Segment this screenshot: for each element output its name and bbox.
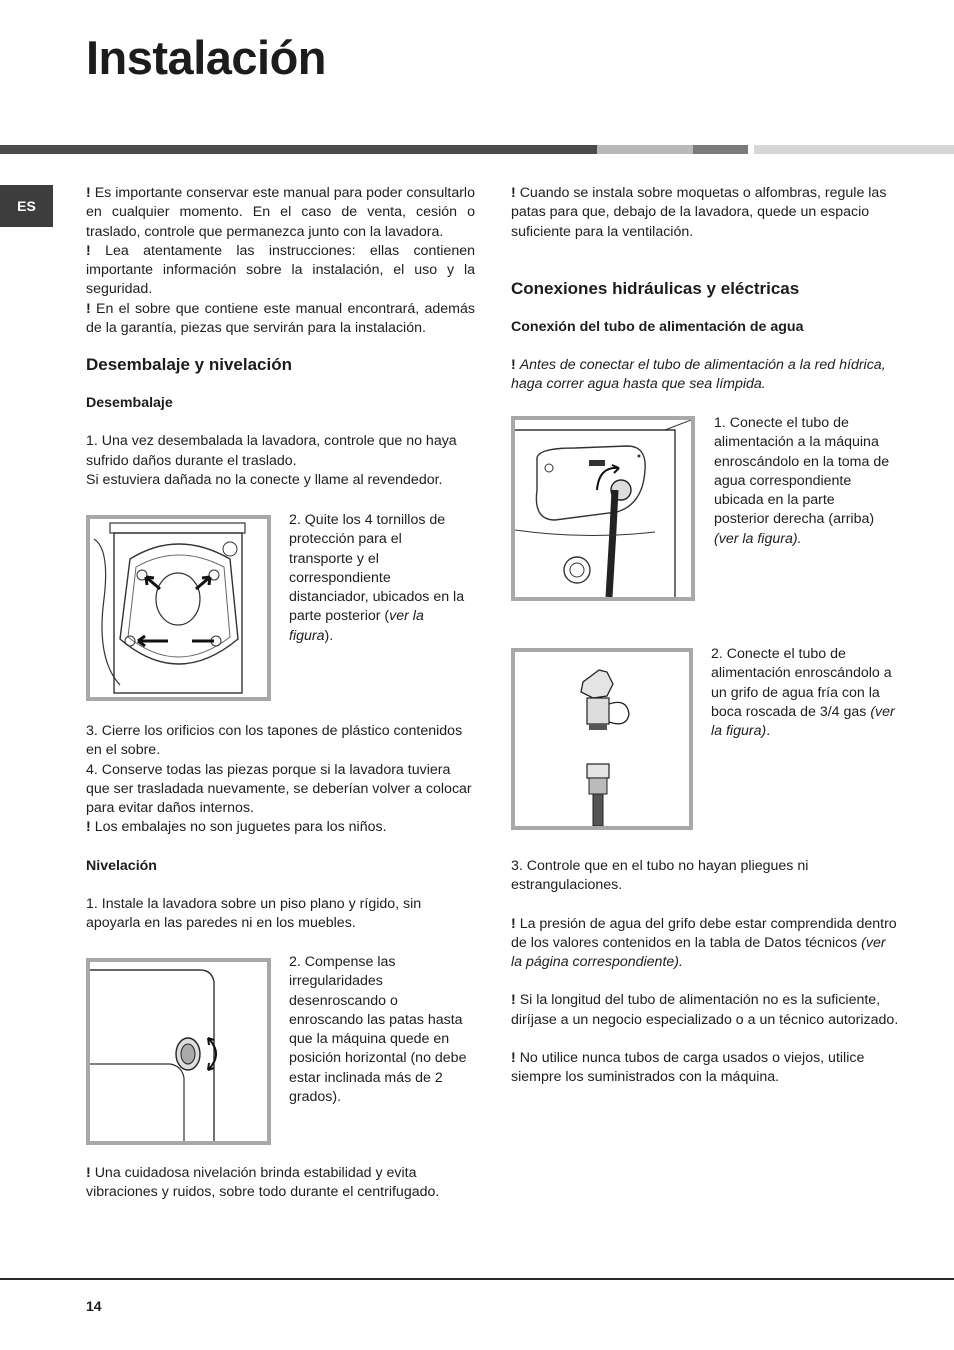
water-note-text: Antes de conectar el tubo de alimentación a la red hídrica, haga correr agua hasta que sea límpida. bbox=[511, 357, 886, 393]
intro-text-2: Lea atentamente las instrucciones: ellas contienen importante información sobre la instalación, el uso y la seguridad. bbox=[86, 242, 475, 298]
page-ref: (ver la página correspondiente). bbox=[511, 934, 886, 971]
unpacking-warning bbox=[86, 818, 475, 837]
length-warning-text: Si la longitud del tubo de alimentación no es la suficiente, diríjase a un negocio especializado o a un técnico autorizado. bbox=[511, 992, 899, 1028]
water-hose-subheading: Conexión del tubo de alimentación de agua bbox=[511, 318, 804, 335]
figure-ref: (ver la figura) bbox=[711, 703, 895, 740]
water-note bbox=[511, 356, 897, 395]
page-title: Instalación bbox=[86, 31, 327, 84]
unpacking-steps-lower bbox=[86, 722, 475, 934]
figure-ref: (ver la figura). bbox=[714, 530, 802, 547]
intro-paragraph-2 bbox=[86, 242, 475, 300]
language-badge: ES bbox=[0, 185, 53, 227]
leveling-warning-text: Una cuidadosa nivelación brinda estabilidad y evita vibraciones y ruidos, sobre todo durante el centrifugado. bbox=[86, 1165, 440, 1201]
warning-mark: ! bbox=[86, 185, 91, 201]
leveling-step-2 bbox=[289, 953, 475, 1107]
figure-water-inlet bbox=[511, 416, 695, 601]
water-step-1-text: 1. Conecte el tubo de alimentación a la máquina enroscándolo en la toma de agua correspondiente ubicada en la parte posterior derecha (arriba) bbox=[714, 415, 890, 528]
pressure-warning-text: La presión de agua del grifo debe estar comprendida dentro de los valores contenidos en la tabla de Datos técnicos bbox=[511, 915, 897, 951]
right-section-bottom bbox=[511, 857, 899, 1088]
used-hose-warning-text: No utilice nunca tubos de carga usados o viejos, utilice siempre los suministrados con la máquina. bbox=[511, 1050, 865, 1086]
leveling-step-1: 1. Instale la lavadora sobre un piso plano y rígido, sin apoyarla en las paredes ni en los muebles. bbox=[86, 896, 422, 932]
unpacking-subheading: Desembalaje bbox=[86, 395, 173, 411]
tap-illustration bbox=[515, 652, 689, 826]
carpet-warning bbox=[511, 184, 897, 242]
warning-mark: ! bbox=[511, 915, 516, 932]
unpacking-step-3: 3. Cierre los orificios con los tapones de plástico contenidos en el sobre. bbox=[86, 723, 463, 759]
right-section-top bbox=[511, 184, 897, 395]
header-stripe-mid bbox=[693, 145, 748, 154]
unpacking-heading: Desembalaje y nivelación bbox=[86, 355, 292, 374]
unpacking-warning-text: Los embalajes no son juguetes para los niños. bbox=[94, 819, 387, 836]
length-warning bbox=[511, 991, 899, 1030]
figure-leveling-foot bbox=[86, 958, 271, 1145]
header-stripe-dark bbox=[0, 145, 597, 154]
water-step-2 bbox=[711, 645, 897, 741]
water-step-3: 3. Controle que en el tubo no hayan pliegues ni estrangulaciones. bbox=[511, 858, 809, 894]
warning-mark: ! bbox=[511, 357, 516, 374]
water-step-2-end: . bbox=[766, 723, 771, 740]
leveling-subheading: Nivelación bbox=[86, 857, 157, 874]
warning-mark: ! bbox=[86, 1165, 91, 1181]
figure-ref: ver la figura bbox=[289, 608, 424, 644]
warning-mark: ! bbox=[511, 992, 516, 1009]
unpacking-step-2-end: ). bbox=[324, 627, 334, 644]
used-hose-warning bbox=[511, 1049, 899, 1088]
intro-paragraph-3 bbox=[86, 300, 475, 339]
pressure-warning bbox=[511, 915, 899, 973]
intro-section bbox=[86, 184, 475, 338]
warning-mark: ! bbox=[86, 819, 91, 836]
leveling-warning bbox=[86, 1164, 475, 1203]
header-stripe-pale bbox=[754, 145, 954, 154]
warning-mark: ! bbox=[86, 242, 91, 259]
water-inlet-illustration bbox=[515, 420, 691, 597]
unpacking-section bbox=[86, 354, 475, 490]
footer-rule bbox=[0, 1278, 954, 1280]
page-number: 14 bbox=[86, 1298, 102, 1314]
warning-mark: ! bbox=[511, 185, 516, 201]
leveling-foot-illustration bbox=[90, 962, 267, 1141]
washer-back-illustration bbox=[90, 519, 267, 697]
figure-tap-connection bbox=[511, 648, 693, 830]
leveling-step-2-text: 2. Compense las irregularidades desenroscando o enroscando las patas hasta que la máquina quede en posición horizontal (no debe estar inclinada más de 2 grados). bbox=[289, 954, 467, 1106]
unpacking-step-1a: 1. Una vez desembalada la lavadora, controle que no haya sufrido daños durante el traslado. bbox=[86, 433, 457, 469]
warning-mark: ! bbox=[86, 300, 91, 317]
unpacking-step-2-text: 2. Quite los 4 tornillos de protección para el transporte y el correspondiente distanciador, ubicados en la parte posterior ( bbox=[289, 512, 465, 625]
water-step-2-text: 2. Conecte el tubo de alimentación enroscándolo a un grifo de agua fría con la boca roscada de 3/4 gas bbox=[711, 646, 892, 720]
carpet-warning-text: Cuando se instala sobre moquetas o alfombras, regule las patas para que, debajo de la lavadora, quede un espacio suficiente para la ventilación. bbox=[511, 185, 887, 240]
water-step-1 bbox=[714, 414, 890, 549]
unpacking-step-4: 4. Conserve todas las piezas porque si la lavadora tuviera que ser trasladada nuevamente, se deberían volver a colocar para evitar daños internos. bbox=[86, 761, 472, 817]
intro-text-3: En el sobre que contiene este manual encontrará, además de la garantía, piezas que servirán para la instalación. bbox=[86, 300, 475, 337]
header-stripe-light bbox=[597, 145, 693, 154]
intro-text-1: Es importante conservar este manual para poder consultarlo en cualquier momento. En el caso de venta, cesión o traslado, controle que permanezca junto con la lavadora. bbox=[86, 185, 475, 240]
unpacking-step-1b: Si estuviera dañada no la conecte y llame al revendedor. bbox=[86, 471, 443, 488]
intro-paragraph-1 bbox=[86, 184, 475, 242]
unpacking-step-2 bbox=[289, 511, 469, 646]
hydraulic-heading: Conexiones hidráulicas y eléctricas bbox=[511, 278, 800, 298]
warning-mark: ! bbox=[511, 1050, 516, 1067]
figure-washer-back bbox=[86, 515, 271, 701]
